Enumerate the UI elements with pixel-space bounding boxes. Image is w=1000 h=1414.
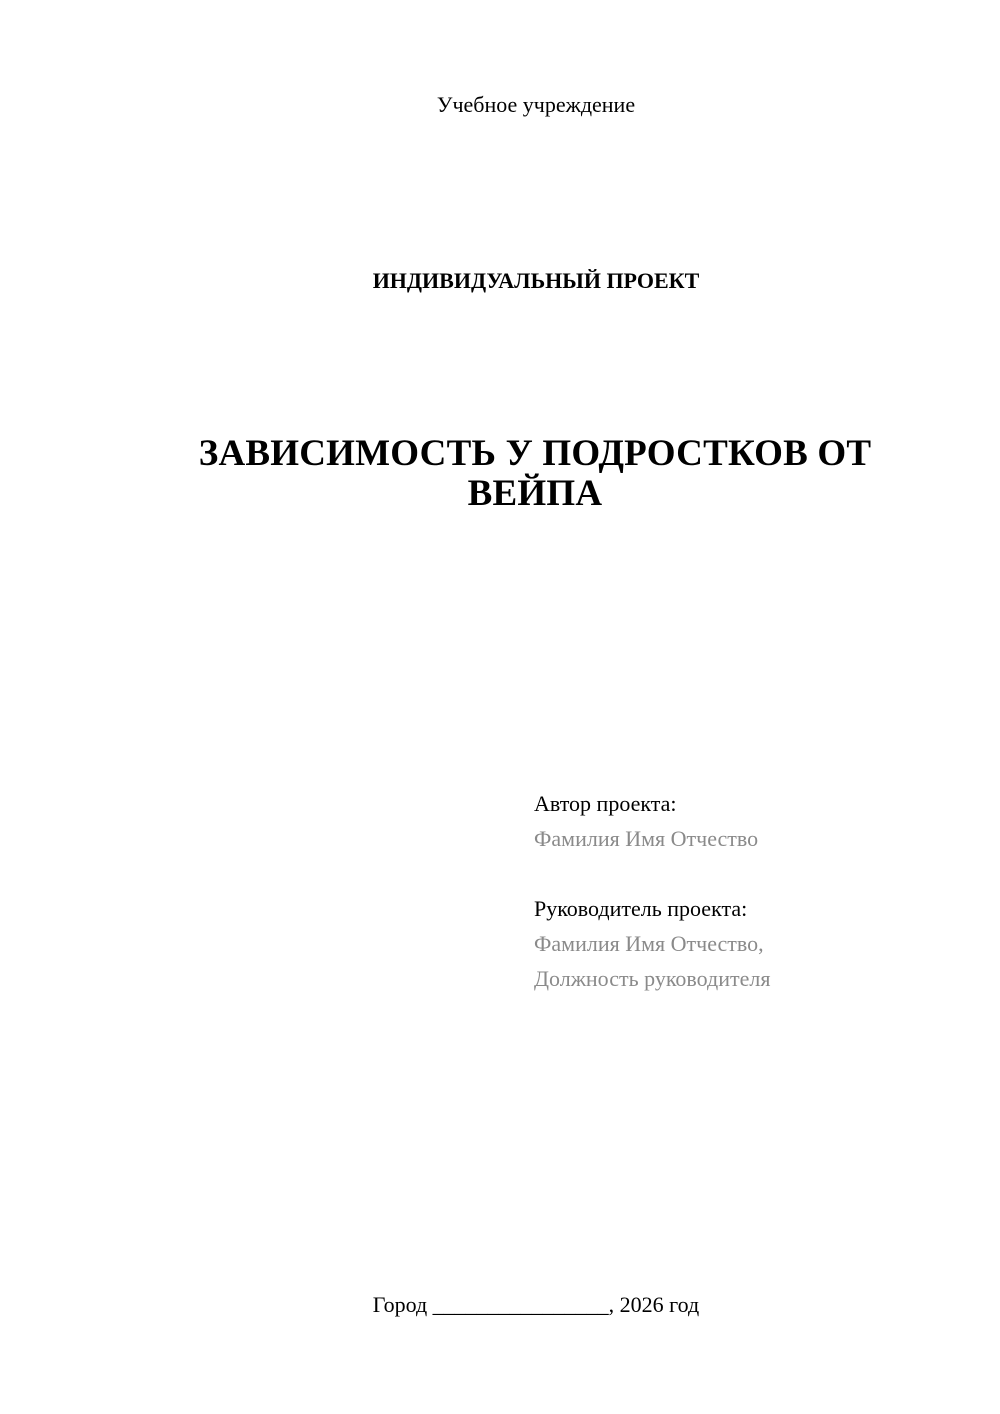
supervisor-name: Фамилия Имя Отчество, [534, 931, 764, 956]
project-title-line-1: ЗАВИСИМОСТЬ У ПОДРОСТКОВ ОТ [198, 433, 872, 474]
author-name: Фамилия Имя Отчество [534, 826, 759, 851]
document-type: ИНДИВИДУАЛЬНЫЙ ПРОЕКТ [372, 268, 700, 293]
credits-spacer [534, 856, 954, 891]
project-credits [534, 786, 954, 996]
project-title-line-2: ВЕЙПА [467, 473, 603, 514]
supervisor-label: Руководитель проекта: [534, 896, 748, 921]
supervisor-position: Должность руководителя [534, 966, 771, 991]
project-title [150, 434, 920, 514]
institution-name: Учебное учреждение [436, 92, 636, 117]
author-label: Автор проекта: [534, 791, 677, 816]
city-year-footer: Город ________________, 2026 год [372, 1292, 700, 1317]
